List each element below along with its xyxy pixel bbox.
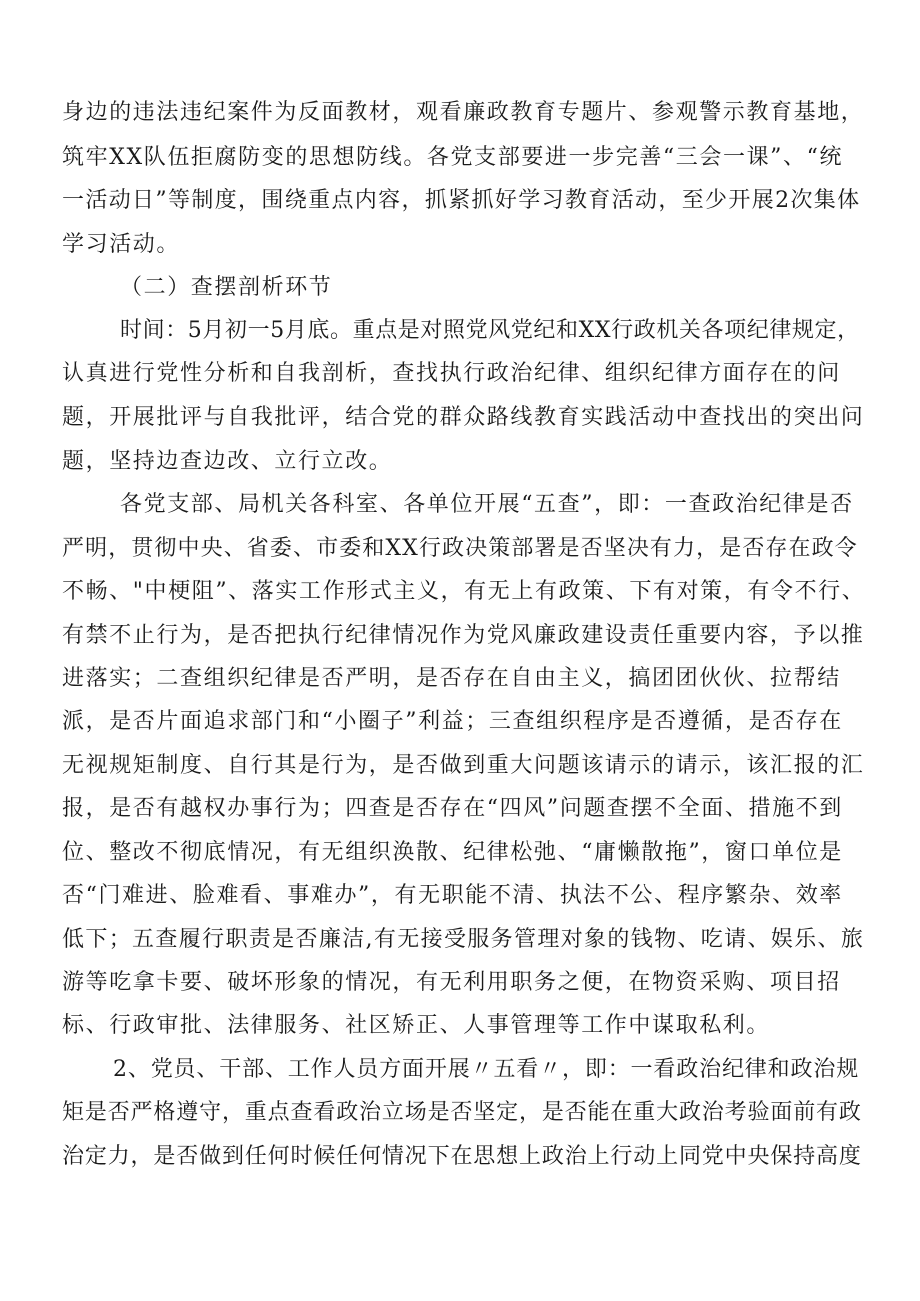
text-line: 否“门难进、脸难看、事难办”，有无职能不清、执法不公、程序繁杂、效率: [62, 883, 843, 908]
text-line: 不畅、"中梗阻”、落实工作形式主义，有无上有政策、下有对策，有令不行、: [62, 579, 866, 604]
text-line: 题，坚持边查边改、立行立改。: [62, 449, 393, 474]
text-line: 认真进行党性分析和自我剖析，查找执行政治纪律、组织纪律方面存在的问: [62, 361, 841, 386]
text-line: 报，是否有越权办事行为；四查是否存在“四风”问题查摆不全面、措施不到: [62, 796, 843, 821]
section-heading: （二）查摆剖析环节: [120, 275, 333, 300]
text-line: 治定力，是否做到任何时候任何情况下在思想上政治上行动上同党中央保持高度: [62, 1144, 862, 1169]
text-line: 游等吃拿卡要、破坏形象的情况，有无利用职务之便，在物资采购、项目招: [62, 970, 841, 995]
text-line: 有禁不止行为，是否把执行纪律情况作为党风廉政建设责任重要内容，予以推: [62, 623, 865, 648]
text-line: 无视规矩制度、自行其是行为，是否做到重大问题该请示的请示，该汇报的汇: [62, 753, 865, 778]
text-line: 派，是否片面追求部门和“小圈子”利益；三查组织程序是否遵循，是否存在: [62, 709, 843, 734]
text-line: 标、行政审批、法律服务、社区矫正、人事管理等工作中谋取私利。: [62, 1013, 771, 1038]
text-line: 题，开展批评与自我批评，结合党的群众路线教育实践活动中查找出的突出问: [62, 405, 865, 430]
text-line: 严明，贯彻中央、省委、市委和XX行政决策部署是否坚决有力，是否存在政令: [62, 536, 858, 561]
text-line: 低下；五查履行职责是否廉洁,有无接受服务管理对象的钱物、吃请、娱乐、旅: [62, 927, 865, 952]
text-line: 一活动日”等制度，围绕重点内容，抓紧抓好学习教育活动，至少开展2次集体: [62, 188, 861, 213]
text-line: 矩是否严格遵守，重点查看政治立场是否坚定，是否能在重大政治考验面前有政: [62, 1100, 862, 1125]
text-line: 位、整改不彻底情况，有无组织涣散、纪律松弛、“庸懒散拖”，窗口单位是: [62, 840, 843, 865]
text-line: 进落实；二查组织纪律是否严明，是否存在自由主义，搞团团伙伙、拉帮结: [62, 666, 841, 691]
text-line: 筑牢XX队伍拒腐防变的思想防线。各党支部要进一步完善“三会一课”、“统: [62, 145, 844, 170]
text-line: 各党支部、局机关各科室、各单位开展“五查”，即：一查政治纪律是否: [120, 492, 854, 517]
text-line: 时间：5月初一5月底。重点是对照党风党纪和XX行政机关各项纪律规定，: [120, 318, 860, 343]
text-line: 学习活动。: [62, 232, 181, 257]
text-line: 2、党员、干部、工作人员方面开展〃五看〃，即：一看政治纪律和政治规: [113, 1057, 860, 1082]
text-line: 身边的违法违纪案件为反面教材，观看廉政教育专题片、参观警示教育基地，: [62, 100, 865, 125]
